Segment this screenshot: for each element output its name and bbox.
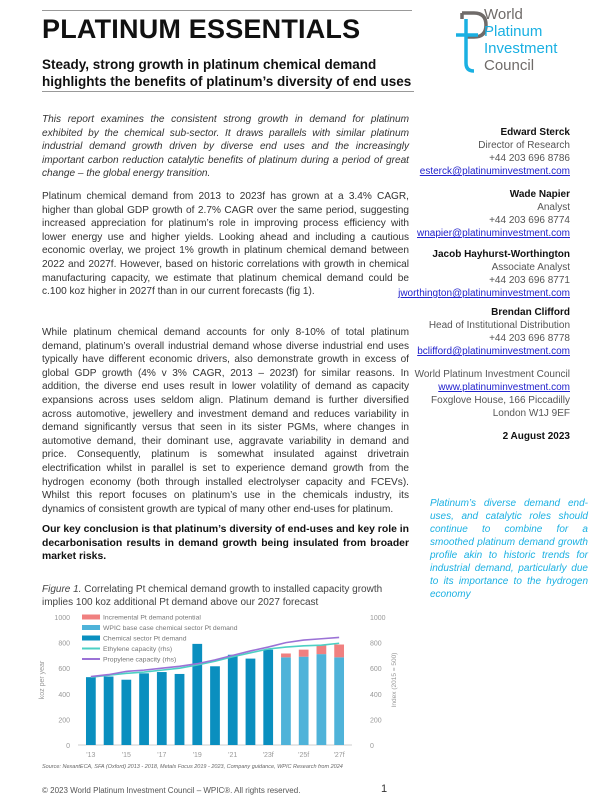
contact-jacob-hayhurst-worthington bbox=[380, 248, 570, 300]
contact-email-link[interactable]: esterck@platinuminvestment.com bbox=[419, 166, 570, 177]
contact-role: Analyst bbox=[537, 202, 570, 213]
legend-label: Chemical sector Pt demand bbox=[103, 635, 187, 643]
bar bbox=[175, 674, 185, 745]
bar bbox=[246, 659, 256, 745]
figure-label: Figure 1. bbox=[42, 584, 82, 595]
contact-name: Jacob Hayhurst-Worthington bbox=[432, 249, 570, 260]
organisation-address-1: Foxglove House, 166 Piccadilly bbox=[431, 395, 570, 406]
organisation-address-2: London W1J 9EF bbox=[492, 408, 570, 419]
bar-incremental bbox=[317, 645, 327, 654]
report-date-block bbox=[380, 430, 570, 443]
y2-axis-label: Index (2015 = 500) bbox=[391, 652, 398, 708]
bar bbox=[157, 672, 167, 745]
legend-label: Ethylene capacity (rhs) bbox=[103, 646, 173, 653]
x-tick-label: '23f bbox=[262, 752, 274, 759]
y-tick-label: 1000 bbox=[54, 615, 70, 622]
body-paragraph-1: Platinum chemical demand from 2013 to 2023f has grown at a 3.4% CAGR, higher than global GDP growth of 2.7% CAGR over the same period, suggesting increased appreciation for platinum’s role in improving process efficiency with lower energy use and higher yields. Looking ahead and including a cautious economic overlay, we project 1% growth in platinum chemical demand between 2022 and 2027f. However, based on historic correlations with growth in chemical manufacturing capacity, we estimate that platinum chemical demand could be c.100 koz higher in 2027f than in our current forecasts (fig 1). bbox=[42, 191, 409, 298]
logo-word-platinum: Platinum bbox=[484, 23, 543, 40]
x-tick-label: '19 bbox=[192, 752, 202, 759]
contact-phone: +44 203 696 8774 bbox=[489, 215, 570, 226]
contact-phone: +44 203 696 8778 bbox=[489, 333, 570, 344]
y2-tick-label: 1000 bbox=[370, 615, 386, 622]
x-tick-label: '13 bbox=[86, 752, 96, 759]
contact-role: Head of Institutional Distribution bbox=[428, 320, 570, 331]
bar bbox=[192, 644, 202, 745]
page-title: PLATINUM ESSENTIALS bbox=[42, 14, 361, 44]
contact-email-link[interactable]: jworthington@platinuminvestment.com bbox=[398, 288, 570, 299]
bar-incremental bbox=[281, 653, 291, 657]
intro-paragraph: This report examines the consistent strong growth in demand for platinum exhibited by the chemical sub-sector. It draws parallels with similar platinum industrial demand growth driven by diverse end uses and the increasingly important carbon reduction catalytic benefits of platinum during a period of great change – the global energy transition. bbox=[42, 114, 409, 180]
logo-word-investment: Investment bbox=[484, 40, 558, 57]
figure-source: Source: NexantECA, SFA (Oxford) 2013 - 2018, Metals Focus 2019 - 2023, Company guidance, WPIC Research from 2024 bbox=[42, 764, 343, 770]
pull-quote: Platinum’s diverse demand end-uses, and catalytic roles should continue to combine for a smoothed platinum demand growth profile akin to historic trends for industrial demand, particularly due to its importance to the hydrogen economy bbox=[430, 498, 588, 600]
bar-incremental bbox=[299, 650, 309, 657]
page-subtitle bbox=[42, 56, 422, 90]
bar-incremental bbox=[334, 645, 344, 658]
bar bbox=[121, 680, 131, 745]
report-date: 2 August 2023 bbox=[502, 431, 570, 442]
y-tick-label: 0 bbox=[66, 743, 70, 750]
organisation-block bbox=[380, 368, 570, 420]
y-axis-label: koz per year bbox=[39, 660, 46, 700]
contact-wade-napier bbox=[380, 188, 570, 240]
logo-word-world: World bbox=[484, 6, 523, 23]
x-tick-label: '25f bbox=[298, 752, 310, 759]
contact-brendan-clifford bbox=[380, 306, 570, 358]
contact-email-link[interactable]: bclifford@platinuminvestment.com bbox=[417, 346, 570, 357]
x-tick-label: '27f bbox=[333, 752, 345, 759]
bar bbox=[263, 650, 273, 745]
contact-name: Wade Napier bbox=[509, 189, 570, 200]
legend-label: WPIC base case chemical sector Pt demand bbox=[103, 625, 238, 632]
bar bbox=[228, 655, 238, 745]
contact-role: Director of Research bbox=[478, 140, 570, 151]
y-tick-label: 600 bbox=[58, 666, 70, 674]
y2-tick-label: 600 bbox=[370, 666, 382, 674]
chemical-demand-chart bbox=[30, 610, 410, 762]
subtitle-line-2: highlights the benefits of platinum’s diversity of end uses bbox=[42, 74, 412, 89]
wpic-logo-text bbox=[484, 6, 557, 74]
page-number: 1 bbox=[381, 783, 388, 795]
contact-phone: +44 203 696 8786 bbox=[489, 153, 570, 164]
bar bbox=[317, 654, 327, 745]
bar bbox=[299, 657, 309, 745]
y2-tick-label: 200 bbox=[370, 717, 382, 725]
body-paragraph-2: While platinum chemical demand accounts for only 8-10% of total platinum demand, platinum’s overall industrial demand whose diverse industrial end uses typically have different economic drivers, also demonstrate growth in excess of global GDP growth (4% v 3% CAGR, 2013 – 2023f) for similar reasons. In addition, the diverse end uses result in lower volatility of demand as capacity expansions across uses seldom align. Platinum demand is further diversified across automotive, jewellery and investment demand and reduces variability in demand significantly versus that seen in its sister PGMs, where changes in automotive demand, their dominant use, aggravate variability in demand and price. Consequently, platinum is somewhat insulated against drivetrain electrification whilst in parallel is set to experience demand growth from the hydrogen economy (both through installed electrolyser capacity and FCEVs). Whilst this report focuses on platinum’s use in the chemicals industry, its dynamics of consistent growth are typical of many other end-uses for platinum. bbox=[42, 327, 409, 515]
footer-copyright: © 2023 World Platinum Investment Council – WPIC®. All rights reserved. bbox=[42, 786, 301, 795]
bar bbox=[281, 657, 291, 745]
contact-email-link[interactable]: wnapier@platinuminvestment.com bbox=[417, 228, 570, 239]
bar bbox=[334, 657, 344, 745]
subtitle-line-1: Steady, strong growth in platinum chemical demand bbox=[42, 57, 377, 72]
contact-edward-sterck bbox=[380, 126, 570, 178]
contact-name: Brendan Clifford bbox=[491, 307, 570, 318]
x-tick-label: '15 bbox=[121, 752, 131, 759]
legend-label: Propylene capacity (rhs) bbox=[103, 656, 177, 664]
figure-caption bbox=[42, 583, 412, 609]
header-top-rule bbox=[42, 10, 412, 11]
key-conclusion: Our key conclusion is that platinum’s diversity of end-uses and key role in decarbonisation results in demand growth being insulated from broader market risks. bbox=[42, 524, 409, 563]
y2-tick-label: 400 bbox=[370, 691, 382, 699]
y-tick-label: 800 bbox=[58, 640, 70, 648]
bar bbox=[139, 673, 149, 745]
logo-word-council: Council bbox=[484, 57, 535, 74]
header-bottom-rule bbox=[42, 91, 414, 92]
y2-tick-label: 800 bbox=[370, 640, 382, 648]
legend-label: Incremental Pt demand potential bbox=[103, 614, 201, 622]
bar bbox=[210, 666, 220, 745]
x-tick-label: '21 bbox=[228, 752, 238, 759]
contact-phone: +44 203 696 8771 bbox=[489, 275, 570, 286]
figure-caption-text: Correlating Pt chemical demand growth to installed capacity growth implies 100 koz additional Pt demand above our 2027 forecast bbox=[42, 584, 383, 608]
y2-tick-label: 0 bbox=[370, 743, 374, 750]
organisation-website-link[interactable]: www.platinuminvestment.com bbox=[438, 382, 570, 393]
y-tick-label: 200 bbox=[58, 717, 70, 725]
bar bbox=[104, 677, 114, 745]
bar bbox=[86, 677, 96, 745]
contact-role: Associate Analyst bbox=[491, 262, 570, 273]
x-tick-label: '17 bbox=[157, 752, 167, 759]
contact-name: Edward Sterck bbox=[500, 127, 570, 138]
organisation-name: World Platinum Investment Council bbox=[414, 369, 570, 380]
y-tick-label: 400 bbox=[58, 691, 70, 699]
